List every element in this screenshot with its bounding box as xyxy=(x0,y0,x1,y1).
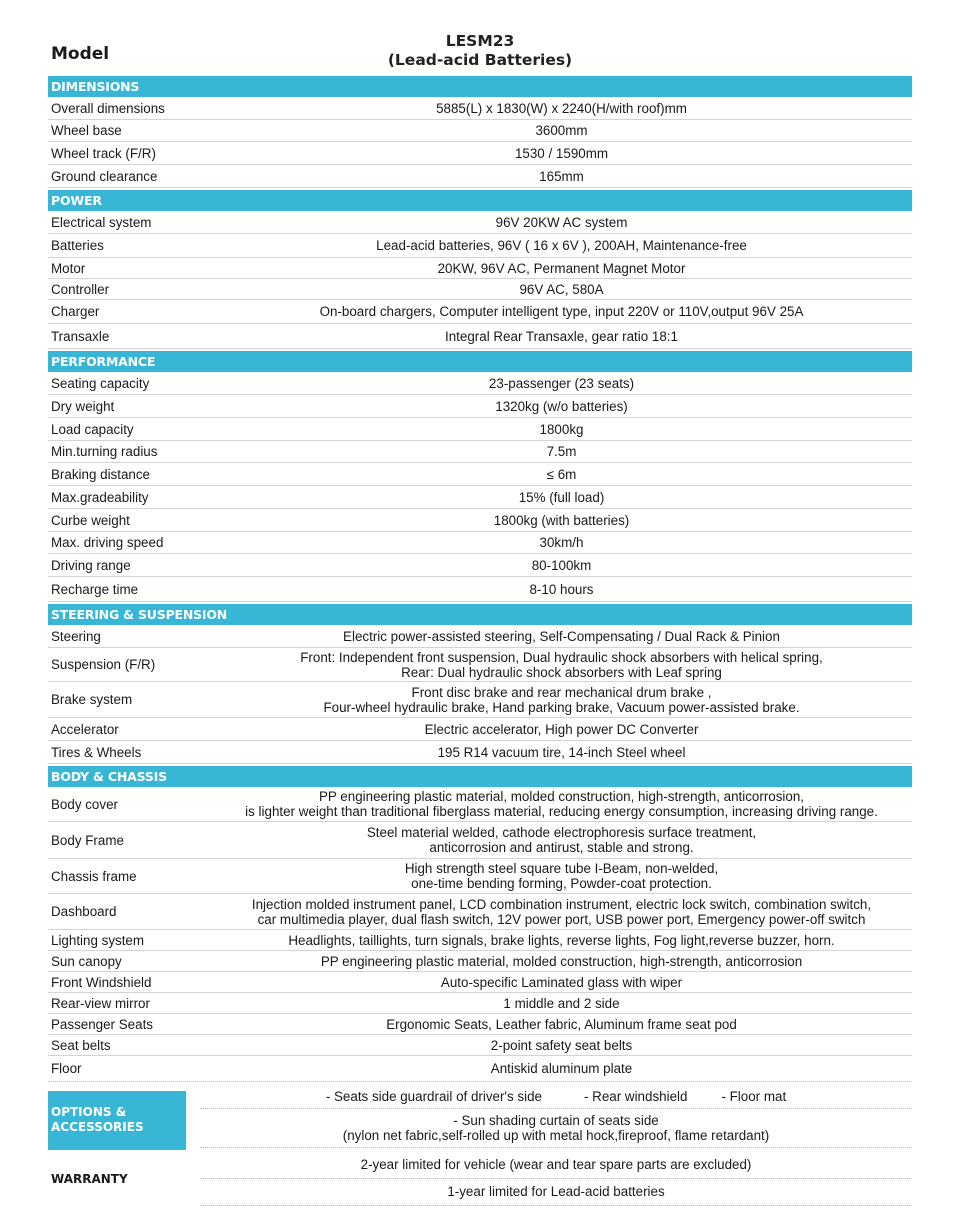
spec-sections xyxy=(48,76,912,1082)
warranty-block xyxy=(48,1152,912,1206)
spec-label: Sun canopy xyxy=(51,953,122,969)
spec-value-line: Electric accelerator, High power DC Converter xyxy=(424,721,699,737)
spec-value xyxy=(211,1061,912,1076)
spec-value-line: Antiskid aluminum plate xyxy=(490,1061,633,1076)
spec-value-line: 30km/h xyxy=(539,535,584,550)
spec-value-line: 8-10 hours xyxy=(529,581,594,597)
spec-value-line: ≤ 6m xyxy=(546,466,577,482)
spec-value xyxy=(211,467,912,482)
product-battery-type: (Lead-acid Batteries) xyxy=(387,51,573,69)
spec-value xyxy=(211,101,912,116)
spec-value xyxy=(211,685,912,715)
spec-sheet xyxy=(48,28,912,1206)
options-items-row xyxy=(200,1086,912,1109)
section-header: BODY & CHASSIS xyxy=(48,766,912,787)
sun-shading-line2: (nylon net fabric,self-rolled up with metal hock,fireproof, flame retardant) xyxy=(342,1128,770,1143)
spec-value xyxy=(211,650,912,680)
spec-value-line: 96V 20KW AC system xyxy=(495,214,628,230)
spec-label: Seating capacity xyxy=(51,375,150,391)
spec-row xyxy=(48,577,912,602)
spec-value-line: 1800kg xyxy=(539,421,584,437)
spec-value xyxy=(211,169,912,184)
spec-value-line: 3600mm xyxy=(535,123,588,138)
spec-value xyxy=(211,933,912,948)
spec-value xyxy=(211,861,912,891)
spec-label: Controller xyxy=(51,281,110,297)
spec-value xyxy=(211,238,912,253)
spec-row xyxy=(48,142,912,165)
spec-label: Body Frame xyxy=(51,832,124,848)
spec-label: Wheel track (F/R) xyxy=(51,145,156,161)
spec-label: Braking distance xyxy=(51,466,150,482)
spec-value-line: 5885(L) x 1830(W) x 2240(H/with roof)mm xyxy=(436,100,687,116)
spec-value-line: Steel material welded, cathode electrophoresis surface treatment, xyxy=(366,825,757,840)
section-header: STEERING & SUSPENSION xyxy=(48,604,912,625)
spec-label: Ground clearance xyxy=(51,168,158,184)
spec-label: Max.gradeability xyxy=(51,489,149,505)
product-name: LESM23 xyxy=(445,32,515,50)
spec-label: Charger xyxy=(51,304,100,319)
spec-value xyxy=(211,146,912,161)
spec-value-line: 7.5m xyxy=(546,444,577,459)
spec-value-line: 195 R14 vacuum tire, 14-inch Steel wheel xyxy=(437,744,686,760)
spec-value xyxy=(211,215,912,230)
spec-value-line: 20KW, 96V AC, Permanent Magnet Motor xyxy=(437,260,686,276)
spec-value-line: 2-point safety seat belts xyxy=(490,1037,633,1053)
spec-value xyxy=(211,975,912,990)
spec-value xyxy=(211,535,912,550)
spec-value-line: Four-wheel hydraulic brake, Hand parking brake, Vacuum power-assisted brake. xyxy=(323,699,800,715)
options-block xyxy=(48,1086,912,1148)
spec-label: Curbe weight xyxy=(51,512,130,528)
spec-label: Max. driving speed xyxy=(51,535,164,550)
spec-label: Dashboard xyxy=(51,904,117,919)
spec-value-line: Ergonomic Seats, Leather fabric, Aluminum frame seat pod xyxy=(386,1016,737,1032)
spec-label: Accelerator xyxy=(51,721,119,737)
options-sun-shading xyxy=(200,1109,912,1148)
spec-row xyxy=(48,1035,912,1056)
spec-label: Electrical system xyxy=(51,214,152,230)
spec-label: Rear-view mirror xyxy=(51,995,150,1011)
spec-row xyxy=(48,165,912,188)
spec-label: Driving range xyxy=(51,557,131,573)
spec-value-line: Injection molded instrument panel, LCD combination instrument, electric lock switch, combination switch, xyxy=(251,896,872,912)
option-item: - Rear windshield xyxy=(583,1089,688,1104)
spec-value-line: On-board chargers, Computer intelligent type, input 220V or 110V,output 96V 25A xyxy=(319,304,804,319)
spec-value xyxy=(211,444,912,459)
spec-row xyxy=(48,993,912,1014)
spec-label: Body cover xyxy=(51,796,118,812)
spec-label: Wheel base xyxy=(51,123,122,138)
spec-label: Brake system xyxy=(51,692,133,707)
spec-row xyxy=(48,625,912,648)
spec-value-line: one-time bending forming, Powder-coat protection. xyxy=(411,876,712,891)
spec-row xyxy=(48,279,912,300)
spec-value-line: 1 middle and 2 side xyxy=(503,995,620,1011)
spec-value-line: 23-passenger (23 seats) xyxy=(488,375,635,391)
spec-row xyxy=(48,486,912,509)
options-lines xyxy=(200,1086,912,1148)
spec-row xyxy=(48,554,912,577)
spec-value xyxy=(211,954,912,969)
spec-value-line: 165mm xyxy=(539,168,584,184)
spec-row xyxy=(48,718,912,741)
spec-value xyxy=(211,745,912,760)
warranty-battery: 1-year limited for Lead-acid batteries xyxy=(200,1179,912,1206)
spec-row xyxy=(48,859,912,894)
spec-label: Motor xyxy=(51,260,86,276)
options-label-line1: OPTIONS & xyxy=(51,1105,127,1119)
model-label: Model xyxy=(51,44,110,64)
spec-value xyxy=(211,558,912,573)
spec-label: Seat belts xyxy=(51,1037,111,1053)
spec-row xyxy=(48,930,912,951)
spec-row xyxy=(48,211,912,234)
spec-value xyxy=(211,329,912,344)
spec-label: Recharge time xyxy=(51,581,139,597)
spec-label: Transaxle xyxy=(51,328,110,344)
spec-label: Passenger Seats xyxy=(51,1016,153,1032)
spec-value-line: car multimedia player, dual flash switch, 12V power port, USB power port, Emergency power-off switch xyxy=(257,911,866,927)
spec-value xyxy=(211,629,912,644)
spec-value xyxy=(211,513,912,528)
spec-row xyxy=(48,894,912,930)
spec-row xyxy=(48,372,912,395)
spec-value xyxy=(211,897,912,927)
spec-label: Tires & Wheels xyxy=(51,744,142,760)
spec-label: Floor xyxy=(51,1061,82,1076)
spec-value xyxy=(211,261,912,276)
spec-row xyxy=(48,741,912,764)
spec-value xyxy=(211,1017,912,1032)
spec-label: Min.turning radius xyxy=(51,444,158,459)
spec-value-line: PP engineering plastic material, molded construction, high-strength, anticorrosion, xyxy=(318,789,805,804)
spec-row xyxy=(48,418,912,441)
spec-label: Chassis frame xyxy=(51,868,137,884)
option-item: - Seats side guardrail of driver's side xyxy=(325,1089,542,1104)
spec-row xyxy=(48,972,912,993)
sun-shading-line1: - Sun shading curtain of seats side xyxy=(453,1113,659,1128)
spec-value-line: PP engineering plastic material, molded construction, high-strength, anticorrosion xyxy=(320,953,803,969)
spec-value-line: 15% (full load) xyxy=(518,489,605,505)
header-row xyxy=(48,28,912,74)
spec-value xyxy=(211,722,912,737)
warranty-vehicle: 2-year limited for vehicle (wear and tear spare parts are excluded) xyxy=(200,1152,912,1179)
spec-value xyxy=(211,1038,912,1053)
spec-label: Steering xyxy=(51,628,101,644)
spec-label: Lighting system xyxy=(51,932,145,948)
spec-value xyxy=(211,490,912,505)
spec-value-line: 96V AC, 580A xyxy=(519,281,604,297)
spec-value-line: Integral Rear Transaxle, gear ratio 18:1 xyxy=(445,328,678,344)
spec-row xyxy=(48,682,912,718)
product-title xyxy=(48,32,912,70)
warranty-label: WARRANTY xyxy=(51,1172,128,1186)
spec-value-line: Lead-acid batteries, 96V ( 16 x 6V ), 200AH, Maintenance-free xyxy=(376,238,747,253)
spec-value xyxy=(211,304,912,319)
spec-value xyxy=(211,123,912,138)
spec-value xyxy=(211,422,912,437)
spec-value-line: 80-100km xyxy=(531,557,592,573)
spec-value-line: Electric power-assisted steering, Self-Compensating / Dual Rack & Pinion xyxy=(343,628,780,644)
spec-row xyxy=(48,258,912,279)
section-header: POWER xyxy=(48,190,912,211)
spec-value xyxy=(211,376,912,391)
spec-label: Load capacity xyxy=(51,421,134,437)
spec-row xyxy=(48,532,912,554)
spec-value xyxy=(211,996,912,1011)
options-label xyxy=(48,1091,186,1150)
spec-row xyxy=(48,234,912,258)
spec-value xyxy=(211,789,912,819)
spec-value-line: Front: Independent front suspension, Dual hydraulic shock absorbers with helical spring, xyxy=(300,649,823,665)
spec-value-line: High strength steel square tube I-Beam, non-welded, xyxy=(404,861,719,876)
spec-row xyxy=(48,441,912,463)
spec-row xyxy=(48,300,912,324)
spec-row xyxy=(48,648,912,682)
spec-value-line: anticorrosion and antirust, stable and strong. xyxy=(429,840,694,855)
spec-label: Batteries xyxy=(51,238,104,253)
spec-value-line: Headlights, taillights, turn signals, brake lights, reverse lights, Fog light,reverse buzzer, horn. xyxy=(288,932,835,948)
spec-value xyxy=(211,582,912,597)
spec-label: Overall dimensions xyxy=(51,100,165,116)
spec-value-line: 1320kg (w/o batteries) xyxy=(495,398,628,414)
spec-label: Dry weight xyxy=(51,398,115,414)
spec-row xyxy=(48,120,912,142)
spec-value-line: Auto-specific Laminated glass with wiper xyxy=(440,974,683,990)
spec-row xyxy=(48,463,912,486)
spec-row xyxy=(48,787,912,822)
spec-row xyxy=(48,324,912,349)
spec-row xyxy=(48,822,912,859)
spec-value-line: 1530 / 1590mm xyxy=(514,145,609,161)
spec-row xyxy=(48,951,912,972)
spec-row xyxy=(48,1056,912,1082)
spec-value-line: Front disc brake and rear mechanical drum brake , xyxy=(411,684,712,700)
spec-row xyxy=(48,509,912,532)
spec-value-line: Rear: Dual hydraulic shock absorbers with Leaf spring xyxy=(401,664,722,680)
spec-value xyxy=(211,282,912,297)
section-header: DIMENSIONS xyxy=(48,76,912,97)
section-header: PERFORMANCE xyxy=(48,351,912,372)
spec-value-line: 1800kg (with batteries) xyxy=(493,512,630,528)
spec-label: Suspension (F/R) xyxy=(51,657,156,672)
spec-value-line: is lighter weight than traditional fiberglass material, reducing energy consumption, increasing driving range. xyxy=(245,804,878,819)
spec-value xyxy=(211,399,912,414)
option-item: - Floor mat xyxy=(721,1089,787,1104)
spec-row xyxy=(48,97,912,120)
warranty-lines xyxy=(200,1152,912,1206)
spec-value xyxy=(211,825,912,855)
spec-label: Front Windshield xyxy=(51,974,152,990)
spec-row xyxy=(48,1014,912,1035)
options-label-line2: ACCESSORIES xyxy=(51,1120,144,1134)
spec-row xyxy=(48,395,912,418)
